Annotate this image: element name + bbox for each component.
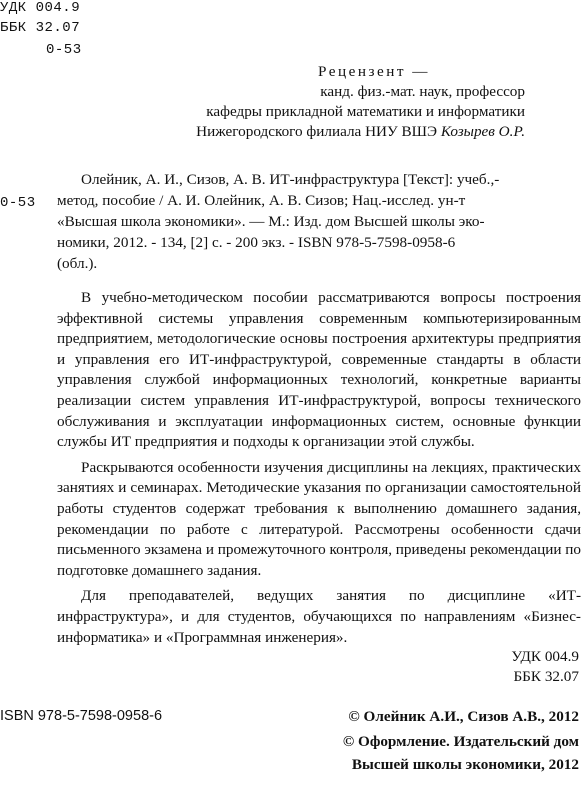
- reviewer-header: Рецензент —: [318, 63, 430, 80]
- reviewer-name: Козырев О.Р.: [440, 123, 525, 140]
- bbk-code-top: ББК 32.07: [0, 20, 81, 36]
- biblio-line: метод, пособие / А. И. Олейник, А. В. Сизов; Нац.-исслед. ун-т: [57, 192, 466, 209]
- author-index-biblio: 0-53: [0, 195, 36, 211]
- biblio-line: (обл.).: [57, 255, 98, 272]
- copyright-design: © Оформление. Издательский дом: [342, 733, 579, 750]
- isbn: ISBN 978-5-7598-0958-6: [0, 708, 163, 724]
- biblio-line: Олейник, А. И., Сизов, А. В. ИТ-инфраструктура [Текст]: учеб.,-: [81, 171, 500, 188]
- abstract-paragraph: Для преподавателей, ведущих занятия по дисциплине «ИТ-инфраструктура», и для студентов, обучающихся по направлениям «Бизнес-информатика» и «Программная инженерия».: [57, 587, 581, 646]
- udk-code-bottom: УДК 004.9: [511, 648, 579, 665]
- reviewer-line-3: [130, 122, 525, 142]
- reviewer-affiliation: Нижегородского филиала НИУ ВШЭ: [196, 123, 441, 140]
- reviewer-line-1: канд. физ.-мат. наук, профессор: [320, 83, 525, 100]
- reviewer-line-2: кафедры прикладной математики и информатики: [206, 103, 525, 120]
- reviewer-block: [130, 62, 525, 142]
- abstract-paragraph: Раскрываются особенности изучения дисциплины на лекциях, практических занятиях и семинарах. Методические указания по организации самостоятельной работы студентов содержат требования к выполнению домашнего задания, рекомендации по работе с литературой. Рассмотрены особенности сдачи письменного экзамена и промежуточного контроля, приведены рекомендации по подготовке домашнего задания.: [57, 458, 581, 579]
- bbk-code-bottom: ББК 32.07: [513, 668, 579, 685]
- author-index-top: 0-53: [46, 42, 82, 58]
- copyright-publisher: Высшей школы экономики, 2012: [351, 756, 579, 773]
- copyright-authors: © Олейник А.И., Сизов А.В., 2012: [348, 708, 579, 725]
- abstract-paragraph: В учебно-методическом пособии рассматриваются вопросы построения эффективной системы управления современным компьютеризированным предприятием, методологические основы построения архитектуры предприятия и управления его ИТ-инфраструктурой, современные стандарты в области управления службой информационных технологий, конкретные варианты реализации систем управления ИТ-инфраструктурой, вопросы технического обслуживания и эксплуатации информационных систем, основные функции службы ИТ предприятия и подходы к организации этой службы.: [57, 289, 581, 451]
- biblio-line: номики, 2012. - 134, [2] с. - 200 экз. - ISBN 978-5-7598-0958-6: [57, 234, 456, 251]
- abstract: [57, 288, 581, 653]
- bibliographic-record: [57, 169, 581, 274]
- biblio-line: «Высшая школа экономики». — М.: Изд. дом Высшей школы эко-: [57, 213, 485, 230]
- udk-code-top: УДК 004.9: [0, 0, 81, 16]
